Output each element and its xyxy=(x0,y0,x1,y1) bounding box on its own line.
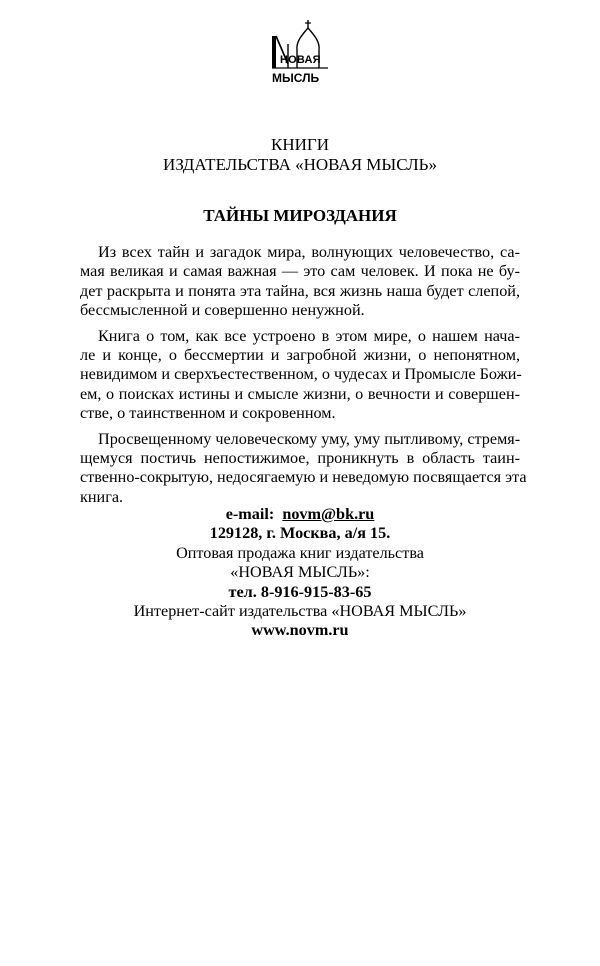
text-line: ственно-сокрытую, недосягаемую и неведомую посвящается эта xyxy=(80,468,527,487)
text-line: ле и конце, о бессмертии и загробной жизни, о непонятном, xyxy=(80,346,520,365)
paragraph-2 xyxy=(80,327,520,424)
publisher-logo xyxy=(268,18,332,90)
text-line: ем, о поисках истины и смысле жизни, о вечности и совершен- xyxy=(80,384,520,403)
wholesale-publisher: «НОВАЯ МЫСЛЬ»: xyxy=(230,563,370,582)
description-text xyxy=(80,243,527,513)
paragraph-1 xyxy=(80,243,520,321)
book-series-title: ТАЙНЫ МИРОЗДАНИЯ xyxy=(203,206,397,225)
heading-line-publisher: ИЗДАТЕЛЬСТВА «НОВАЯ МЫСЛЬ» xyxy=(163,155,437,174)
page-heading xyxy=(0,135,600,175)
text-line: Книга о том, как все устроено в этом мире, о нашем нача- xyxy=(98,326,520,345)
text-line: щемуся постичь непостижимое, проникнуть в область таин- xyxy=(80,449,520,468)
paragraph-3 xyxy=(80,429,527,508)
wholesale-line: Оптовая продажа книг издательства xyxy=(176,543,424,562)
text-line: стве, о таинственном и сокровенном. xyxy=(80,404,336,423)
text-line: дет раскрыта и понята эта тайна, вся жизнь наша будет слепой, xyxy=(80,281,520,300)
text-line: Просвещенному человеческому уму, уму пытливому, стремя- xyxy=(98,429,521,448)
text-line: бессмысленной и совершенно ненужной. xyxy=(80,301,365,320)
phone-number: тел. 8-916-915-83-65 xyxy=(228,582,372,601)
logo-word-novaya: НОВАЯ xyxy=(280,54,321,66)
website-link[interactable]: www.novm.ru xyxy=(251,621,349,640)
text-line: мая великая и самая важная — это сам человек. И пока не бу- xyxy=(80,262,520,281)
email-link[interactable]: novm@bk.ru xyxy=(282,505,375,523)
logo-word-mysl: МЫСЛЬ xyxy=(272,71,320,85)
email-label: e-mail: xyxy=(225,505,275,523)
contact-block xyxy=(0,505,600,641)
postal-address: 129128, г. Москва, а/я 15. xyxy=(209,524,391,543)
text-line: невидимом и сверхъестественном, о чудесах и Промысле Божи- xyxy=(80,365,522,384)
email-line xyxy=(0,505,600,524)
heading-line-books: КНИГИ xyxy=(271,135,329,154)
website-label: Интернет-сайт издательства «НОВАЯ МЫСЛЬ» xyxy=(133,602,467,621)
text-line: Из всех тайн и загадок мира, волнующих человечество, са- xyxy=(98,243,520,261)
text-line: книга. xyxy=(80,487,124,506)
